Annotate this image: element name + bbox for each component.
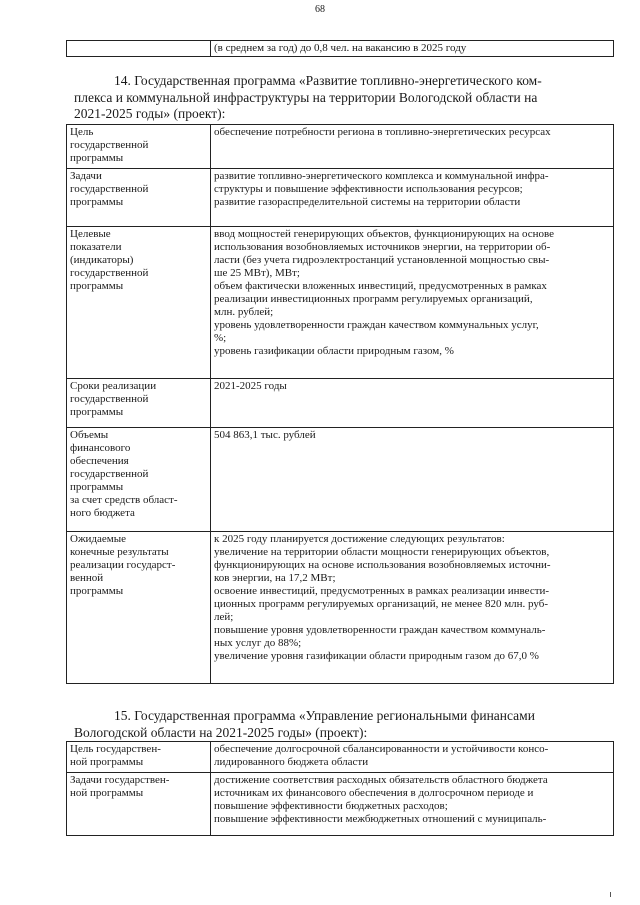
cell-text-line: обеспечение долгосрочной сбалансированности и устойчивости консо- xyxy=(214,743,549,755)
cell-text-line: за счет средств област- xyxy=(70,494,178,506)
section-14-heading-line: 2021-2025 годы» (проект): xyxy=(74,106,226,121)
row-label xyxy=(67,227,211,379)
fragment-label-cell xyxy=(67,41,211,57)
cell-text-line: %; xyxy=(214,332,227,344)
row-label xyxy=(67,773,211,836)
cell-text-line: развитие топливно-энергетического комплекса и коммунальной инфра- xyxy=(214,170,549,182)
fragment-value-cell xyxy=(211,41,614,57)
cell-text-line: к 2025 году планируется достижение следующих результатов: xyxy=(214,533,505,545)
cell-text-line: ласти (без учета гидроэлектростанций установленной мощностью свы- xyxy=(214,254,550,266)
section-15-heading xyxy=(74,708,604,741)
section-15-heading-line: Вологодской области на 2021-2025 годы» (проект): xyxy=(74,724,368,740)
cell-text-line: млн. рублей; xyxy=(214,306,274,318)
row-value xyxy=(211,169,614,227)
cell-text-line: программы xyxy=(70,585,124,597)
cell-text-line: ной программы xyxy=(70,787,144,799)
cell-text-line: ков энергии, на 17,2 МВт; xyxy=(214,572,336,584)
cell-text-line: объем фактически вложенных инвестиций, предусмотренных в рамках xyxy=(214,280,547,292)
row-value xyxy=(211,428,614,532)
cell-text-line: развитие газораспределительной системы на территории области xyxy=(214,196,521,208)
cell-text-line: ной программы xyxy=(70,756,144,768)
fragment-text: (в среднем за год) до 0,8 чел. на вакансию в 2025 году xyxy=(214,42,467,54)
cell-text-line: Сроки реализации xyxy=(70,380,157,392)
row-label xyxy=(67,169,211,227)
cell-text-line: увеличение уровня газификации области природным газом до 67,0 % xyxy=(214,650,539,662)
cell-text-line: уровень удовлетворенности граждан качеством коммунальных услуг, xyxy=(214,319,539,331)
cell-text-line: государственной xyxy=(70,139,149,151)
section-15-heading-line: 15. Государственная программа «Управление региональными финансами xyxy=(114,708,535,723)
cell-text-line: государственной xyxy=(70,267,149,279)
cell-text-line: реализации инвестиционных программ регулируемых организаций, xyxy=(214,293,533,305)
cell-text-line: Объемы xyxy=(70,429,109,441)
section-14-table xyxy=(66,124,614,684)
cell-text-line: программы xyxy=(70,280,124,292)
cell-text-line: венной xyxy=(70,572,104,584)
table-row xyxy=(67,169,614,227)
cell-text-line: повышение эффективности межбюджетных отношений с муниципаль- xyxy=(214,813,547,825)
table-row xyxy=(67,379,614,428)
cell-text-line: источникам их финансового обеспечения в долгосрочном периоде и xyxy=(214,787,534,799)
table-row xyxy=(67,532,614,684)
cell-text-line: Ожидаемые xyxy=(70,533,127,545)
cell-text-line: ционных программ регулируемых организаций, не менее 820 млн. руб- xyxy=(214,598,548,610)
cell-text-line: освоение инвестиций, предусмотренных в рамках реализации инвести- xyxy=(214,585,550,597)
previous-table-fragment xyxy=(66,40,614,57)
row-value xyxy=(211,379,614,428)
section-14-heading xyxy=(74,73,604,123)
section-15-table xyxy=(66,741,614,836)
cell-text-line: государственной xyxy=(70,468,149,480)
cell-text-line: уровень газификации области природным газом, % xyxy=(214,345,454,357)
row-label xyxy=(67,532,211,684)
page-number: 68 xyxy=(315,4,325,15)
cell-text-line: лей; xyxy=(214,611,234,623)
row-label xyxy=(67,428,211,532)
row-value xyxy=(211,227,614,379)
cell-text-line: программы xyxy=(70,406,124,418)
cell-text-line: финансового xyxy=(70,442,131,454)
cell-text-line: программы xyxy=(70,152,124,164)
row-value xyxy=(211,125,614,169)
cell-text-line: Цель государствен- xyxy=(70,743,161,755)
cell-text-line: реализации государст- xyxy=(70,559,176,571)
section-14-heading-line: плекса и коммунальной инфраструктуры на территории Вологодской области на xyxy=(74,89,538,105)
cell-text-line: (индикаторы) xyxy=(70,254,134,266)
table-row xyxy=(67,428,614,532)
table-row xyxy=(67,773,614,836)
cell-text-line: лидированного бюджета области xyxy=(214,756,369,768)
cell-text-line: программы xyxy=(70,196,124,208)
cell-text-line: повышение эффективности бюджетных расходов; xyxy=(214,800,448,812)
cell-text-line: государственной xyxy=(70,393,149,405)
cell-text-line: обеспечение потребности региона в топливно-энергетических ресурсах xyxy=(214,126,551,138)
row-value xyxy=(211,532,614,684)
cell-text-line: функционирующих на основе использования возобновляемых источни- xyxy=(214,559,551,571)
cell-text-line: 504 863,1 тыс. рублей xyxy=(214,429,316,441)
margin-mark xyxy=(610,892,611,897)
cell-text-line: структуры и повышение эффективности использования ресурсов; xyxy=(214,183,523,195)
cell-text-line: ше 25 МВт), МВт; xyxy=(214,267,300,279)
row-value xyxy=(211,742,614,773)
table-row xyxy=(67,742,614,773)
cell-text-line: программы xyxy=(70,481,124,493)
section-14-heading-line: 14. Государственная программа «Развитие топливно-энергетического ком- xyxy=(114,73,542,88)
cell-text-line: достижение соответствия расходных обязательств областного бюджета xyxy=(214,774,548,786)
cell-text-line: государственной xyxy=(70,183,149,195)
table-row xyxy=(67,227,614,379)
cell-text-line: 2021-2025 годы xyxy=(214,380,287,392)
cell-text-line: ного бюджета xyxy=(70,507,135,519)
table-row xyxy=(67,125,614,169)
cell-text-line: обеспечения xyxy=(70,455,129,467)
cell-text-line: увеличение на территории области мощности генерирующих объектов, xyxy=(214,546,550,558)
cell-text-line: использования возобновляемых источников энергии, на территории об- xyxy=(214,241,551,253)
cell-text-line: показатели xyxy=(70,241,122,253)
cell-text-line: конечные результаты xyxy=(70,546,169,558)
cell-text-line: Целевые xyxy=(70,228,111,240)
cell-text-line: ввод мощностей генерирующих объектов, функционирующих на основе xyxy=(214,228,555,240)
row-label xyxy=(67,742,211,773)
cell-text-line: ных услуг до 88%; xyxy=(214,637,302,649)
cell-text-line: Задачи xyxy=(70,170,102,182)
cell-text-line: Задачи государствен- xyxy=(70,774,170,786)
row-label xyxy=(67,379,211,428)
cell-text-line: повышение уровня удовлетворенности граждан качеством коммуналь- xyxy=(214,624,546,636)
cell-text-line: Цель xyxy=(70,126,94,138)
row-label xyxy=(67,125,211,169)
row-value xyxy=(211,773,614,836)
